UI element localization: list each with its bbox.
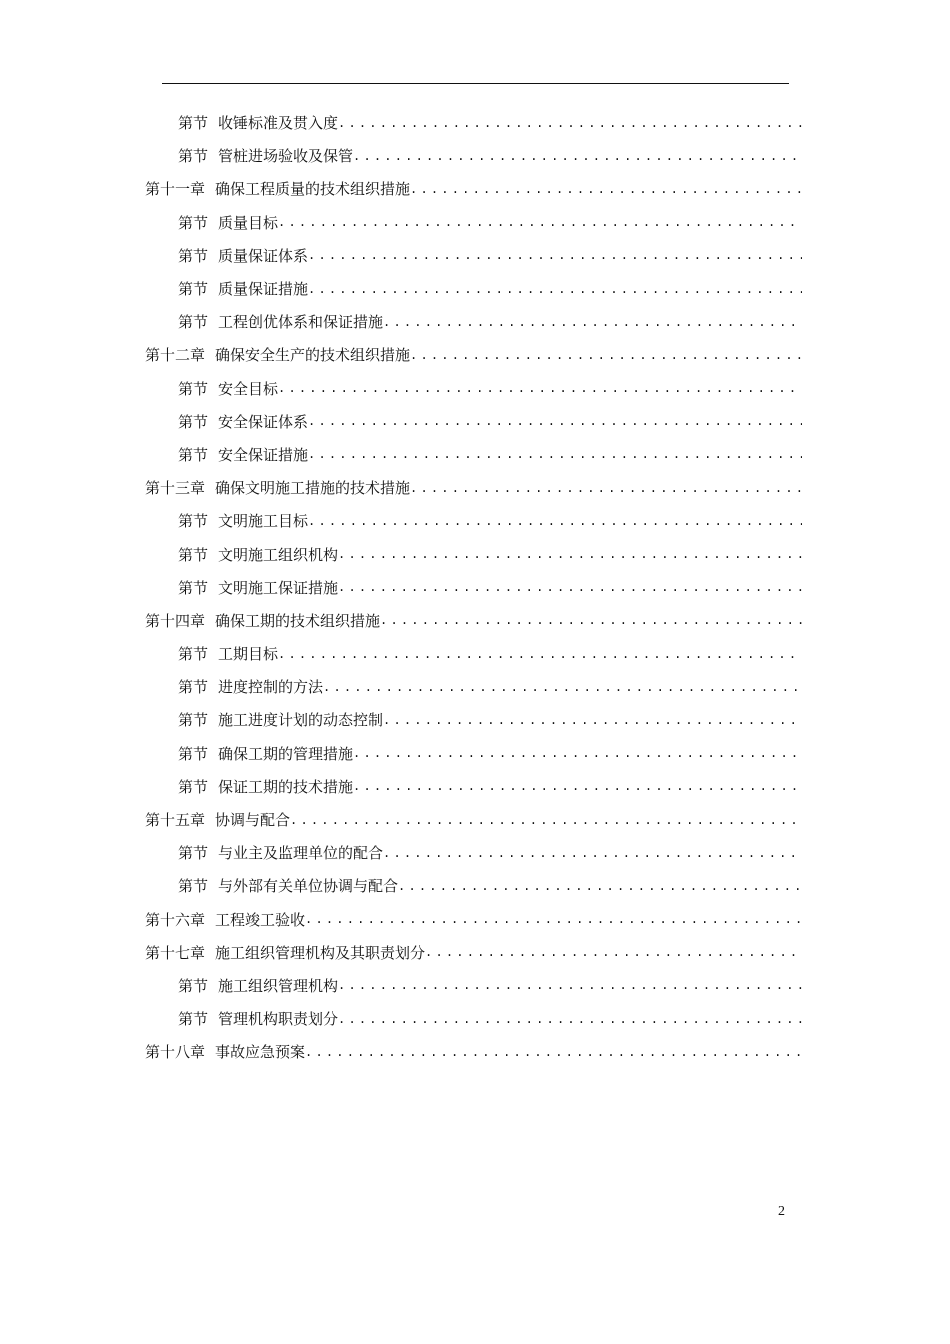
- toc-entry-label: 第节: [178, 379, 209, 398]
- toc-entry-title: 安全保证体系: [218, 412, 309, 431]
- toc-entry-title: 安全目标: [218, 379, 279, 398]
- dot-leader: [383, 312, 802, 332]
- toc-entry-title: 质量保证措施: [218, 280, 309, 299]
- toc-entry-label: 第节: [178, 512, 209, 531]
- toc-entry-label: 第节: [178, 412, 209, 431]
- toc-chapter-entry[interactable]: [0, 803, 950, 836]
- toc-section-entry[interactable]: [0, 703, 950, 736]
- table-of-contents: [0, 106, 950, 1068]
- toc-entry-label: 第十五章: [145, 811, 206, 830]
- dot-leader: [323, 677, 802, 697]
- toc-entry-title: 与外部有关单位协调与配合: [218, 877, 399, 896]
- toc-entry-title: 工程创优体系和保证措施: [218, 313, 384, 332]
- toc-entry-label: 第十一章: [145, 180, 206, 199]
- toc-entry-label: 第节: [178, 114, 209, 133]
- toc-section-entry[interactable]: [0, 737, 950, 770]
- toc-section-entry[interactable]: [0, 405, 950, 438]
- dot-leader: [353, 743, 802, 763]
- dot-leader: [398, 876, 802, 896]
- dot-leader: [308, 245, 802, 265]
- dot-leader: [338, 544, 802, 564]
- toc-entry-title: 确保工程质量的技术组织措施: [215, 180, 411, 199]
- toc-entry-title: 管桩进场验收及保管: [218, 147, 354, 166]
- dot-leader: [305, 909, 802, 929]
- toc-entry-label: 第节: [178, 578, 209, 597]
- toc-section-entry[interactable]: [0, 969, 950, 1002]
- toc-entry-label: 第十六章: [145, 910, 206, 929]
- toc-section-entry[interactable]: [0, 770, 950, 803]
- toc-entry-label: 第节: [178, 1010, 209, 1029]
- toc-entry-title: 施工组织管理机构: [218, 976, 339, 995]
- toc-section-entry[interactable]: [0, 305, 950, 338]
- dot-leader: [425, 942, 802, 962]
- toc-entry-title: 质量目标: [218, 213, 279, 232]
- dot-leader: [308, 279, 802, 299]
- dot-leader: [278, 644, 802, 664]
- toc-entry-label: 第节: [178, 976, 209, 995]
- toc-entry-label: 第节: [178, 678, 209, 697]
- toc-entry-title: 文明施工组织机构: [218, 545, 339, 564]
- dot-leader: [338, 113, 802, 133]
- toc-entry-title: 收锤标准及贯入度: [218, 114, 339, 133]
- toc-entry-title: 确保工期的管理措施: [218, 744, 354, 763]
- dot-leader: [278, 212, 802, 232]
- toc-section-entry[interactable]: [0, 571, 950, 604]
- toc-chapter-entry[interactable]: [0, 172, 950, 205]
- toc-entry-title: 文明施工目标: [218, 512, 309, 531]
- dot-leader: [338, 577, 802, 597]
- dot-leader: [308, 511, 802, 531]
- toc-entry-label: 第十七章: [145, 943, 206, 962]
- toc-entry-title: 施工组织管理机构及其职责划分: [215, 943, 426, 962]
- toc-entry-title: 文明施工保证措施: [218, 578, 339, 597]
- dot-leader: [338, 1009, 802, 1029]
- dot-leader: [290, 810, 802, 830]
- toc-section-entry[interactable]: [0, 670, 950, 703]
- toc-entry-title: 与业主及监理单位的配合: [218, 844, 384, 863]
- toc-section-entry[interactable]: [0, 438, 950, 471]
- dot-leader: [383, 710, 802, 730]
- toc-entry-title: 保证工期的技术措施: [218, 777, 354, 796]
- toc-entry-label: 第节: [178, 744, 209, 763]
- toc-section-entry[interactable]: [0, 139, 950, 172]
- toc-section-entry[interactable]: [0, 836, 950, 869]
- toc-section-entry[interactable]: [0, 869, 950, 902]
- toc-section-entry[interactable]: [0, 504, 950, 537]
- toc-chapter-entry[interactable]: [0, 936, 950, 969]
- toc-entry-label: 第节: [178, 246, 209, 265]
- toc-entry-title: 管理机构职责划分: [218, 1010, 339, 1029]
- toc-entry-label: 第节: [178, 645, 209, 664]
- toc-entry-label: 第节: [178, 445, 209, 464]
- toc-entry-label: 第节: [178, 777, 209, 796]
- toc-chapter-entry[interactable]: [0, 338, 950, 371]
- toc-entry-title: 进度控制的方法: [218, 678, 324, 697]
- toc-entry-label: 第节: [178, 313, 209, 332]
- toc-entry-label: 第十四章: [145, 611, 206, 630]
- toc-entry-label: 第十二章: [145, 346, 206, 365]
- toc-entry-label: 第节: [178, 147, 209, 166]
- toc-chapter-entry[interactable]: [0, 604, 950, 637]
- dot-leader: [278, 378, 802, 398]
- toc-chapter-entry[interactable]: [0, 1035, 950, 1068]
- toc-entry-title: 工期目标: [218, 645, 279, 664]
- dot-leader: [410, 345, 802, 365]
- page-number: 2: [778, 1204, 785, 1219]
- toc-section-entry[interactable]: [0, 537, 950, 570]
- toc-chapter-entry[interactable]: [0, 903, 950, 936]
- dot-leader: [308, 411, 802, 431]
- toc-section-entry[interactable]: [0, 637, 950, 670]
- toc-section-entry[interactable]: [0, 1002, 950, 1035]
- toc-entry-label: 第节: [178, 844, 209, 863]
- toc-entry-label: 第节: [178, 280, 209, 299]
- toc-entry-title: 质量保证体系: [218, 246, 309, 265]
- toc-entry-title: 事故应急预案: [215, 1043, 306, 1062]
- toc-entry-title: 确保工期的技术组织措施: [215, 611, 381, 630]
- toc-entry-title: 确保文明施工措施的技术措施: [215, 479, 411, 498]
- toc-chapter-entry[interactable]: [0, 471, 950, 504]
- toc-entry-label: 第节: [178, 545, 209, 564]
- toc-entry-title: 确保安全生产的技术组织措施: [215, 346, 411, 365]
- toc-section-entry[interactable]: [0, 272, 950, 305]
- dot-leader: [305, 1042, 802, 1062]
- toc-entry-label: 第节: [178, 711, 209, 730]
- toc-entry-label: 第十八章: [145, 1043, 206, 1062]
- toc-entry-title: 协调与配合: [215, 811, 291, 830]
- toc-section-entry[interactable]: [0, 206, 950, 239]
- dot-leader: [353, 776, 802, 796]
- toc-section-entry[interactable]: [0, 239, 950, 272]
- dot-leader: [410, 179, 802, 199]
- dot-leader: [338, 975, 802, 995]
- dot-leader: [380, 610, 802, 630]
- toc-entry-label: 第节: [178, 877, 209, 896]
- toc-entry-title: 施工进度计划的动态控制: [218, 711, 384, 730]
- dot-leader: [410, 478, 802, 498]
- dot-leader: [383, 843, 802, 863]
- toc-entry-title: 工程竣工验收: [215, 910, 306, 929]
- toc-section-entry[interactable]: [0, 106, 950, 139]
- dot-leader: [353, 146, 802, 166]
- toc-entry-label: 第十三章: [145, 479, 206, 498]
- header-rule: [162, 83, 789, 84]
- dot-leader: [308, 444, 802, 464]
- toc-entry-label: 第节: [178, 213, 209, 232]
- toc-entry-title: 安全保证措施: [218, 445, 309, 464]
- toc-section-entry[interactable]: [0, 372, 950, 405]
